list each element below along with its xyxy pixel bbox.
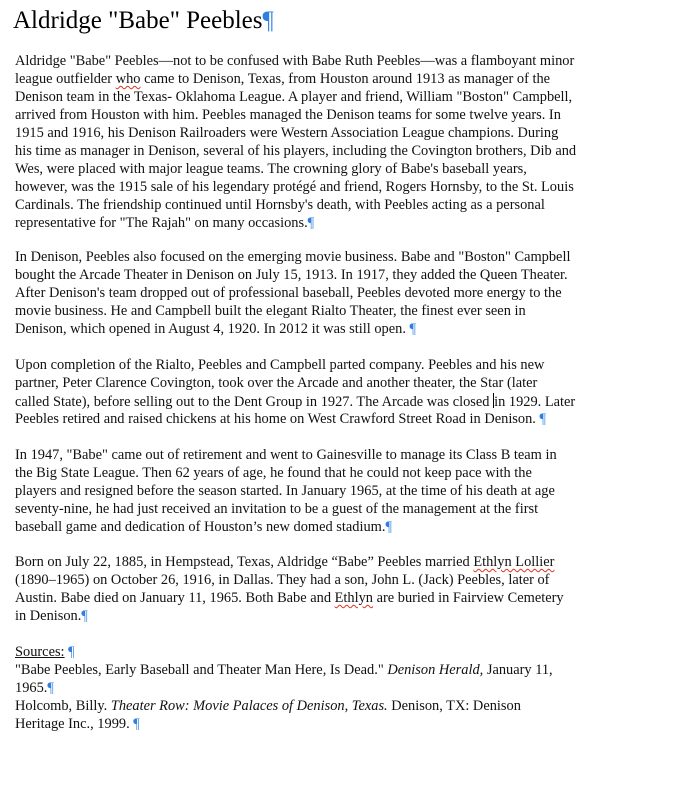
paragraph-2-line-4: movie business. He and Campbell built the elegant Rialto Theater, the finest ever seen in — [15, 303, 526, 319]
paragraph-2-line-3: After Denison's team dropped out of professional baseball, Peebles devoted more energy to the — [15, 285, 562, 301]
paragraph-5-line-3: Austin. Babe died on January 11, 1965. Both Babe and Ethlyn are buried in Fairview Cemetery — [15, 590, 564, 606]
paragraph-mark-icon: ¶ — [409, 321, 417, 337]
paragraph-mark-icon: ¶ — [81, 608, 88, 624]
paragraph-4-line-2: the Big State League. Then 62 years of age, he found that he could not keep pace with the — [15, 465, 532, 481]
paragraph-3-line-4: Peebles retired and raised chickens at his home on West Crawford Street Road in Denison. ¶ — [15, 411, 547, 427]
paragraph-mark-icon: ¶ — [307, 215, 315, 231]
sources-heading: Sources: ¶ — [15, 644, 75, 660]
paragraph-4-line-5: baseball game and dedication of Houston’s new domed stadium.¶ — [15, 519, 393, 535]
paragraph-5-line-2: (1890–1965) on October 26, 1916, in Dallas. They had a son, John L. (Jack) Peebles, later of — [15, 572, 550, 588]
paragraph-4-line-1: In 1947, "Babe" came out of retirement and went to Gainesville to manage its Class B team in — [15, 447, 557, 463]
paragraph-mark-icon: ¶ — [385, 519, 393, 535]
paragraph-mark-icon: ¶ — [262, 7, 274, 34]
title-text: Aldridge "Babe" Peebles — [13, 7, 263, 34]
paragraph-1-line-3: Denison team in the Texas- Oklahoma League. A player and friend, William "Boston" Campbell, — [15, 89, 573, 105]
paragraph-mark-icon: ¶ — [133, 716, 140, 732]
paragraph-3-line-1: Upon completion of the Rialto, Peebles and Campbell parted company. Peebles and his new — [15, 357, 545, 373]
paragraph-mark-icon: ¶ — [68, 644, 75, 660]
source-1-line-2: 1965.¶ — [15, 680, 54, 696]
paragraph-5-line-1: Born on July 22, 1885, in Hempstead, Texas, Aldridge “Babe” Peebles married Ethlyn Lollier — [15, 554, 555, 570]
paragraph-2-line-5: Denison, which opened in August 4, 1920. In 2012 it was still open. ¶ — [15, 321, 417, 337]
paragraph-1-line-10: representative for "The Rajah" on many occasions.¶ — [15, 215, 315, 231]
source-1-line-1: "Babe Peebles, Early Baseball and Theater Man Here, Is Dead." Denison Herald, January 11, — [15, 662, 553, 678]
paragraph-4-line-4: seventy-nine, he had just received an invitation to be a guest of the management at the first — [15, 501, 539, 517]
paragraph-1-line-6: his time as manager in Denison, several of his players, including the Covington brothers, Dib and — [15, 143, 577, 159]
paragraph-1-line-7: Wes, were placed with major league teams. The crowning glory of Babe's baseball years, — [15, 161, 527, 177]
paragraph-4-line-3: players and resigned before the season started. In January 1965, at the time of his death at age — [15, 483, 555, 499]
paragraph-1-line-8: however, was the 1915 sale of his legendary protégé and friend, Rogers Hornsby, to the St. Louis — [15, 179, 574, 195]
paragraph-1-line-5: 1915 and 1916, his Denison Railroaders were Western Association League champions. During — [15, 125, 559, 141]
paragraph-2-line-2: bought the Arcade Theater in Denison on July 15, 1913. In 1917, they added the Queen Theater. — [15, 267, 568, 283]
paragraph-1-line-4: arrived from Houston with him. Peebles managed the Denison teams for some twelve years. In — [15, 107, 561, 123]
paragraph-mark-icon: ¶ — [539, 411, 547, 427]
source-2-line-1: Holcomb, Billy. Theater Row: Movie Palaces of Denison, Texas. Denison, TX: Denison — [15, 698, 521, 714]
spelling-flag-ethlyn-lollier[interactable]: Ethlyn Lollier — [473, 554, 555, 570]
document-title — [13, 4, 274, 38]
paragraph-mark-icon: ¶ — [47, 680, 54, 696]
spelling-flag-ethlyn[interactable]: Ethlyn — [334, 590, 373, 606]
paragraph-3-line-3: called State), before selling out to the Dent Group in 1927. The Arcade was closed in 1929. Later — [15, 394, 576, 410]
paragraph-1-line-2: league outfielder who came to Denison, Texas, from Houston around 1913 as manager of the — [15, 71, 551, 87]
paragraph-3-line-2: partner, Peter Clarence Covington, took over the Arcade and another theater, the Star (later — [15, 375, 538, 391]
grammar-flag-who[interactable]: who — [115, 71, 141, 87]
paragraph-5-line-4: in Denison.¶ — [15, 608, 88, 624]
paragraph-2-line-1: In Denison, Peebles also focused on the emerging movie business. Babe and "Boston" Campbell — [15, 249, 571, 265]
paragraph-1-line-9: Cardinals. The friendship continued until Hornsby's death, with Peebles acting as a personal — [15, 197, 545, 213]
paragraph-1-line-1: Aldridge "Babe" Peebles—not to be confused with Babe Ruth Peebles—was a flamboyant minor — [15, 53, 575, 69]
source-2-line-2: Heritage Inc., 1999. ¶ — [15, 716, 140, 732]
